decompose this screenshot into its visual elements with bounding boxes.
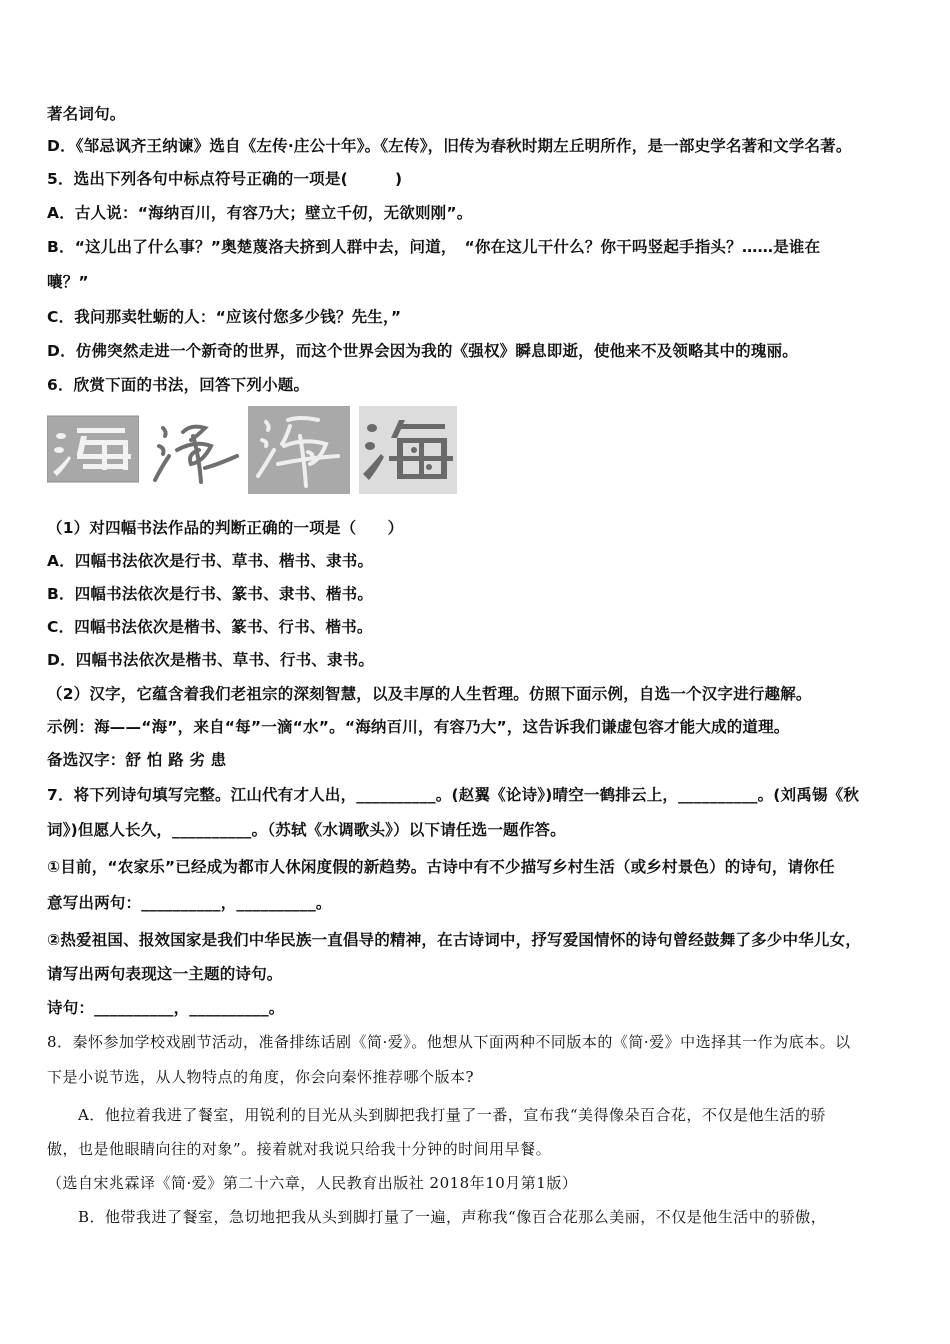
calligraphy-kaishu-image <box>359 406 457 494</box>
option-d-q4: D．《邹忌讽齐王纳谏》选自《左传·庄公十年》。《左传》，旧传为春秋时期左丘明所作，是一部史学名著和文学名著。 <box>47 137 852 155</box>
question-5: 5．选出下列各句中标点符号正确的一项是( ) <box>47 170 403 188</box>
excerpt-a: A．他拉着我进了餐室，用锐利的目光从头到脚把我打量了一番，宣布我“美得像朵百合花，不仅是他生活的骄 <box>78 1106 827 1124</box>
option-b-q5: B．“这儿出了什么事？”奥楚蔑洛夫挤到人群中去，问道， “你在这儿干什么？你干吗竖起手指头？……是谁在 <box>47 238 821 256</box>
subquestion-6-1: （1）对四幅书法作品的判断正确的一项是（ ） <box>47 519 404 537</box>
excerpt-a-source: （选自宋兆霖译《简·爱》第二十六章，人民教育出版社 2018年10月第1版） <box>47 1174 578 1192</box>
choice-2: ②热爱祖国、报效国家是我们中华民族一直倡导的精神，在古诗词中，抒写爱国情怀的诗句曾经鼓舞了多少中华儿女， <box>47 931 862 949</box>
option-d-q5: D．仿佛突然走进一个新奇的世界，而这个世界会因为我的《强权》瞬息即逝，使他来不及领略其中的瑰丽。 <box>47 342 798 360</box>
question-8: 8．秦怀参加学校戏剧节活动，准备排练话剧《简·爱》。他想从下面两种不同版本的《简·爱》中选择其一作为底本。以 <box>47 1033 851 1051</box>
option-b-q6: B．四幅书法依次是行书、篆书、隶书、楷书。 <box>47 585 374 603</box>
option-d-q6: D．四幅书法依次是楷书、草书、行书、隶书。 <box>47 651 375 669</box>
calligraphy-xingshu-image <box>248 406 350 494</box>
candidate-characters: 备选汉字：舒 怕 路 劣 患 <box>47 751 227 769</box>
text-line: 请写出两句表现这一主题的诗句。 <box>47 965 283 983</box>
text-line: 词》)但愿人长久，__________。（苏轼《水调歌头》）以下请任选一题作答。 <box>47 821 566 839</box>
subquestion-6-2: （2）汉字，它蕴含着我们老祖宗的深刻智慧，以及丰厚的人生哲理。仿照下面示例，自选一个汉字进行趣解。 <box>47 685 812 703</box>
example-line: 示例：海——“海”，来自“每”一滴“水”。“海纳百川，有容乃大”，这告诉我们谦虚包容才能大成的道理。 <box>47 718 790 736</box>
text-line: 下是小说节选，从人物特点的角度，你会向秦怀推荐哪个版本? <box>47 1068 475 1086</box>
question-7: 7．将下列诗句填写完整。江山代有才人出，__________。(赵翼《论诗》)晴空一鹤排云上，__________。(刘禹锡《秋 <box>47 786 860 804</box>
option-c-q5: C．我问那卖牡蛎的人：“应该付您多少钱？先生，” <box>47 308 402 326</box>
calligraphy-lishu-image <box>47 406 139 494</box>
calligraphy-samples <box>47 406 467 494</box>
text-line: 著名词句。 <box>47 105 126 123</box>
question-6: 6．欣赏下面的书法，回答下列小题。 <box>47 376 310 394</box>
text-line: 意写出两句：__________，__________。 <box>47 894 332 912</box>
option-c-q6: C．四幅书法依次是楷书、篆书、行书、楷书。 <box>47 618 373 636</box>
text-line: 嚷？” <box>47 273 89 291</box>
option-a-q6: A．四幅书法依次是行书、草书、楷书、隶书。 <box>47 552 374 570</box>
option-a-q5: A．古人说：“海纳百川，有容乃大；壁立千仞，无欲则刚”。 <box>47 204 473 222</box>
choice-1: ①目前，“农家乐”已经成为都市人休闲度假的新趋势。古诗中有不少描写乡村生活（或乡村景色）的诗句，请你任 <box>47 858 835 876</box>
excerpt-b: B．他带我进了餐室，急切地把我从头到脚打量了一遍，声称我“像百合花那么美丽，不仅是他生活中的骄傲， <box>78 1208 827 1226</box>
poem-answer-line: 诗句：__________，__________。 <box>47 999 285 1017</box>
calligraphy-caoshu-image <box>147 406 247 494</box>
text-line: 傲，也是他眼睛向往的对象”。接着就对我说只给我十分钟的时间用早餐。 <box>47 1140 552 1158</box>
